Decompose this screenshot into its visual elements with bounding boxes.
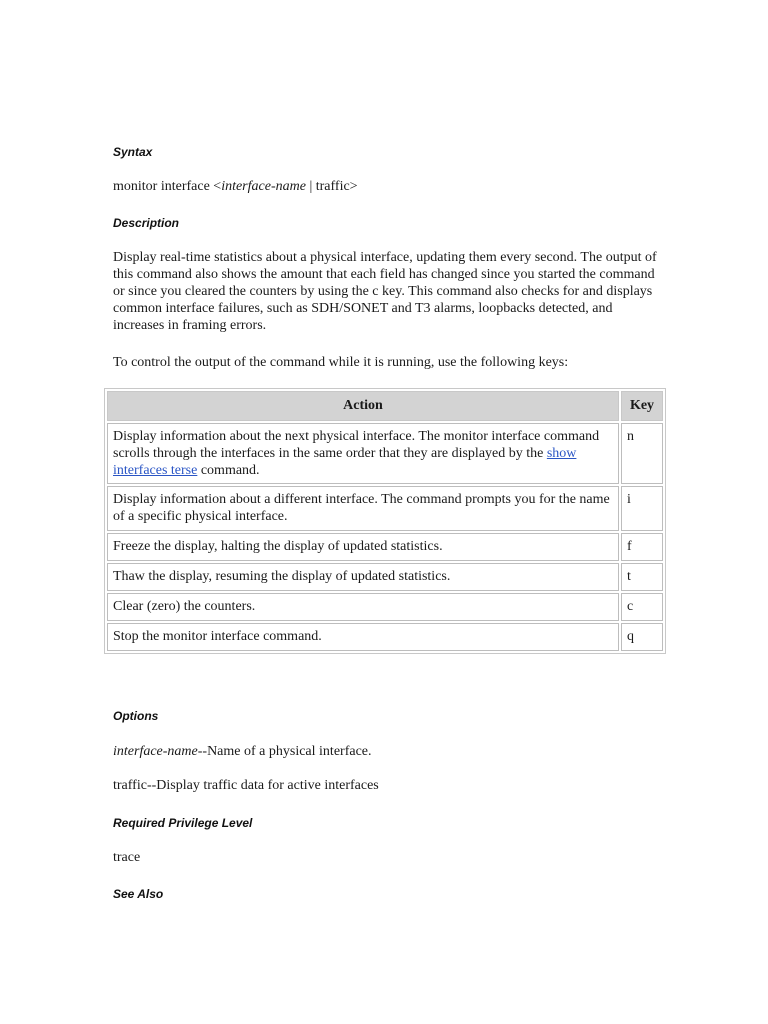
privilege-heading: Required Privilege Level [113,816,253,830]
keys-table [104,388,666,654]
table-row [107,593,663,621]
table-header-row [107,391,663,421]
syntax-param: interface-name [221,179,306,194]
key-cell: c [621,593,663,621]
option-interface-name-term: interface-name [113,744,198,759]
option-traffic: traffic--Display traffic data for active interfaces [113,778,379,793]
privilege-value: trace [113,850,141,865]
table-row [107,486,663,531]
option-interface-name-desc: --Name of a physical interface. [197,744,372,759]
table-row [107,623,663,651]
key-cell: i [621,486,663,531]
syntax-suffix: | traffic> [305,179,358,194]
action-cell [107,423,619,484]
key-cell: n [621,423,663,484]
option-interface-name [113,743,372,760]
keys-intro: To control the output of the command while it is running, use the following keys: [113,355,569,370]
syntax-line [113,178,358,195]
key-cell: q [621,623,663,651]
table-row [107,563,663,591]
action-cell: Freeze the display, halting the display of updated statistics. [107,533,619,561]
action-column-header: Action [107,391,619,421]
key-column-header: Key [621,391,663,421]
description-text: Display real-time statistics about a physical interface, updating them every second. The output of this command also shows the amount that each field has changed since you started the command or since you cleared the counters by using the c key. This command also checks for and displays common interface failures, such as SDH/SONET and T3 alarms, loopbacks detected, and increases in framing errors. [113,250,657,333]
action-text-before-link: Display information about the next physical interface. The monitor interface command scrolls through the interfaces in the same order that they are displayed by the [113,429,600,461]
key-cell: t [621,563,663,591]
table-row [107,423,663,484]
see-also-heading: See Also [113,887,164,901]
action-cell: Thaw the display, resuming the display of updated statistics. [107,563,619,591]
syntax-prefix: monitor interface < [113,179,222,194]
show-interfaces-terse-link[interactable]: show interfaces terse [113,446,577,478]
options-heading: Options [113,709,159,723]
syntax-heading: Syntax [113,145,153,159]
action-cell: Display information about a different interface. The command prompts you for the name of a specific physical interface. [107,486,619,531]
action-text-after-link: command. [197,463,260,478]
action-cell: Stop the monitor interface command. [107,623,619,651]
key-cell: f [621,533,663,561]
action-cell: Clear (zero) the counters. [107,593,619,621]
table-row [107,533,663,561]
description-heading: Description [113,216,180,230]
